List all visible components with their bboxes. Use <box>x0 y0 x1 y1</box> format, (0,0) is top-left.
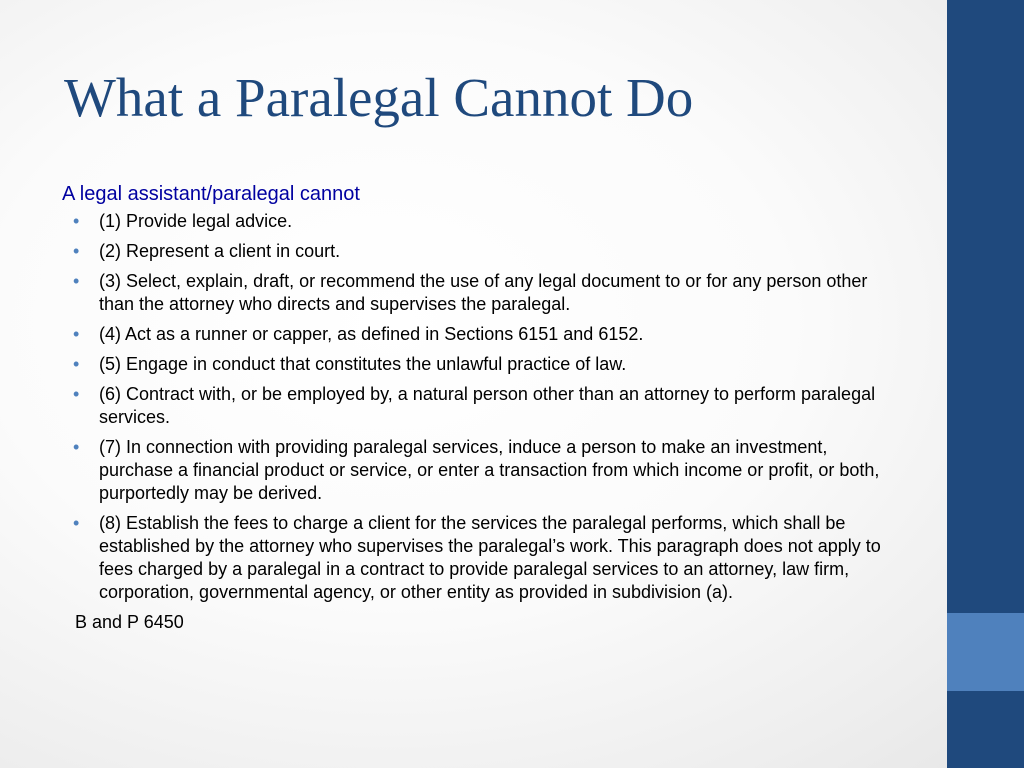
list-item <box>62 353 902 376</box>
bullet-text: (5) Engage in conduct that constitutes the unlawful practice of law. <box>99 354 627 374</box>
bullet-text: (1) Provide legal advice. <box>99 211 293 231</box>
bullet-icon: • <box>73 271 80 291</box>
bullet-icon: • <box>73 324 80 344</box>
list-item <box>62 270 902 316</box>
slide-content <box>62 181 902 634</box>
list-item <box>62 512 902 604</box>
slide-title: What a Paralegal Cannot Do <box>64 67 694 128</box>
band-accent-block <box>947 613 1024 691</box>
decorative-side-band <box>947 0 1024 768</box>
bullet-icon: • <box>73 354 80 374</box>
list-item <box>62 210 902 233</box>
list-item <box>62 383 902 429</box>
bullet-icon: • <box>73 437 80 457</box>
bullet-text: (8) Establish the fees to charge a client for the services the paralegal performs, which shall be established by the attorney who supervises the paralegal’s work. This paragraph does not apply to fees charged by a paralegal in a contract to provide paralegal services to an attorney, law firm, corporation, governmental agency, or other entity as provided in subdivision (a). <box>99 513 881 602</box>
bullet-icon: • <box>73 384 80 404</box>
bullet-icon: • <box>73 211 80 231</box>
bullet-text: (2) Represent a client in court. <box>99 241 341 261</box>
bullet-icon: • <box>73 241 80 261</box>
list-item <box>62 323 902 346</box>
list-item <box>62 240 902 263</box>
band-dark-bottom <box>947 691 1024 768</box>
band-dark-top <box>947 0 1024 613</box>
source-citation: B and P 6450 <box>75 612 184 632</box>
bullet-text: (6) Contract with, or be employed by, a natural person other than an attorney to perform paralegal services. <box>99 384 876 427</box>
bullet-list <box>62 210 902 604</box>
list-item <box>62 436 902 505</box>
intro-text: A legal assistant/paralegal cannot <box>62 183 360 205</box>
bullet-text: (7) In connection with providing paralegal services, induce a person to make an investment, purchase a financial product or service, or enter a transaction from which income or profit, or both, purportedly may be derived. <box>99 437 880 503</box>
bullet-icon: • <box>73 513 80 533</box>
bullet-text: (3) Select, explain, draft, or recommend the use of any legal document to or for any person other than the attorney who directs and supervises the paralegal. <box>99 271 868 314</box>
bullet-text: (4) Act as a runner or capper, as defined in Sections 6151 and 6152. <box>99 324 644 344</box>
